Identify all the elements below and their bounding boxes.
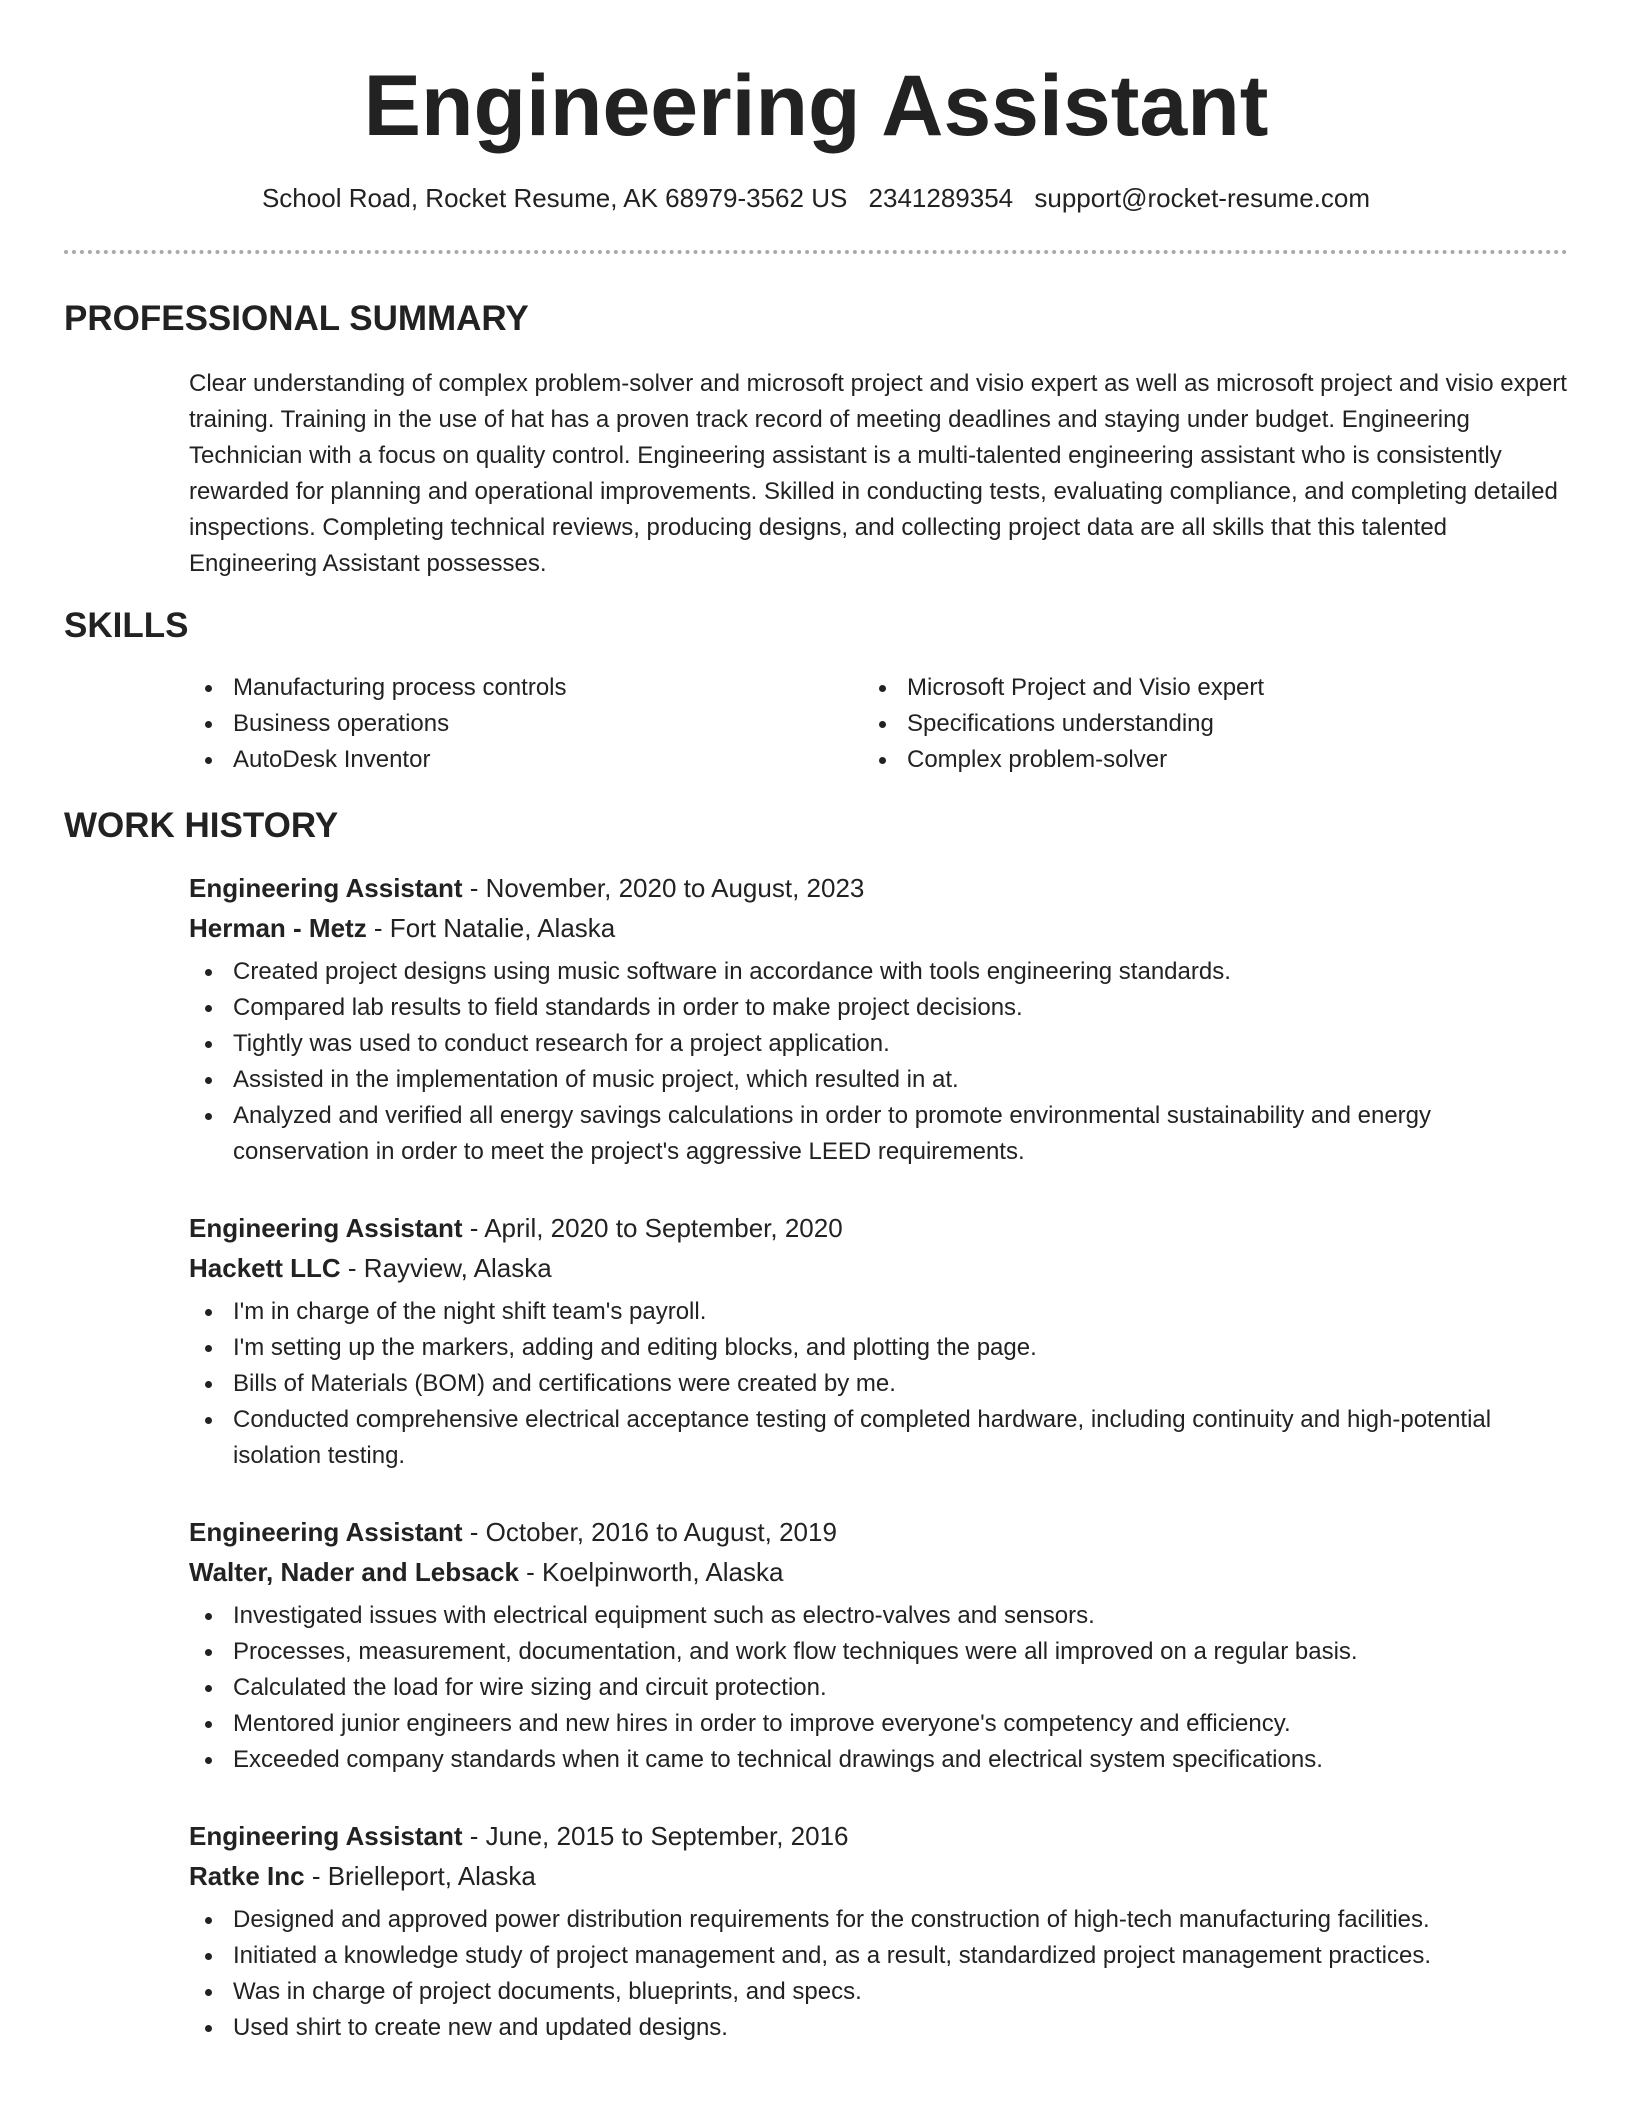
job-title: Engineering Assistant (189, 1213, 463, 1243)
job-bullet: I'm in charge of the night shift team's payroll. (189, 1294, 1569, 1330)
summary-text: Clear understanding of complex problem-solver and microsoft project and visio expert as well as microsoft project and visio expert training. Training in the use of hat has a proven track record of meeting deadlines and staying under budget. Engineering Technician with a focus on quality control. Engineering assistant is a multi-talented engineering assistant who is consistently rewarded for planning and operational improvements. Skilled in conducting tests, evaluating compliance, and completing detailed inspections. Completing technical reviews, producing designs, and collecting project data are all skills that this talented Engineering Assistant possesses. (189, 370, 1567, 577)
job-location: - Koelpinworth, Alaska (518, 1557, 784, 1587)
job-bullet: Tightly was used to conduct research for a project application. (189, 1026, 1569, 1062)
job-company-line (189, 908, 1569, 948)
job-bullet: Exceeded company standards when it came to technical drawings and electrical system specifications. (189, 1742, 1569, 1778)
job-company: Hackett LLC (189, 1253, 341, 1283)
section-title-summary: PROFESSIONAL SUMMARY (64, 299, 529, 338)
skill-item: AutoDesk Inventor (189, 742, 829, 778)
job-company: Herman - Metz (189, 913, 367, 943)
job-company-line (189, 1248, 1569, 1288)
job-bullets (189, 954, 1569, 1170)
contact-phone: 2341289354 (868, 183, 1014, 213)
job-bullet: Processes, measurement, documentation, and work flow techniques were all improved on a regular basis. (189, 1634, 1569, 1670)
job-bullet: Created project designs using music software in accordance with tools engineering standards. (189, 954, 1569, 990)
job-title: Engineering Assistant (189, 873, 463, 903)
job-company: Walter, Nader and Lebsack (189, 1557, 519, 1587)
job-entry (189, 1208, 1569, 1474)
job-bullet: Designed and approved power distribution requirements for the construction of high-tech manufacturing facilities. (189, 1902, 1569, 1938)
job-company: Ratke Inc (189, 1861, 305, 1891)
job-bullet: Investigated issues with electrical equipment such as electro-valves and sensors. (189, 1598, 1569, 1634)
job-bullet: I'm setting up the markers, adding and editing blocks, and plotting the page. (189, 1330, 1569, 1366)
job-bullet: Analyzed and verified all energy savings calculations in order to promote environmental sustainability and energy conservation in order to meet the project's aggressive LEED requirements. (189, 1098, 1569, 1170)
job-bullet: Compared lab results to field standards in order to make project decisions. (189, 990, 1569, 1026)
job-bullet: Calculated the load for wire sizing and circuit protection. (189, 1670, 1569, 1706)
job-title-line (189, 868, 1569, 908)
job-company-line (189, 1552, 1569, 1592)
header-divider (64, 250, 1568, 254)
contact-line (0, 182, 1632, 214)
job-bullet: Was in charge of project documents, blueprints, and specs. (189, 1974, 1569, 2010)
job-bullet: Conducted comprehensive electrical acceptance testing of completed hardware, including continuity and high-potential isolation testing. (189, 1402, 1569, 1474)
contact-email: support@rocket-resume.com (1034, 183, 1371, 213)
job-bullet: Initiated a knowledge study of project management and, as a result, standardized project management practices. (189, 1938, 1569, 1974)
skill-item: Manufacturing process controls (189, 670, 829, 706)
job-title-line (189, 1816, 1569, 1856)
job-bullets (189, 1598, 1569, 1778)
job-bullet: Bills of Materials (BOM) and certifications were created by me. (189, 1366, 1569, 1402)
job-bullet: Used shirt to create new and updated designs. (189, 2010, 1569, 2046)
job-entry (189, 868, 1569, 1170)
job-title-line (189, 1512, 1569, 1552)
skills-list-right (863, 670, 1563, 778)
job-title: Engineering Assistant (189, 1821, 463, 1851)
resume-name: Engineering Assistant (363, 58, 1269, 154)
job-bullets (189, 1294, 1569, 1474)
skill-item: Microsoft Project and Visio expert (863, 670, 1563, 706)
job-dates: - November, 2020 to August, 2023 (462, 873, 865, 903)
job-dates: - October, 2016 to August, 2019 (462, 1517, 837, 1547)
job-dates: - June, 2015 to September, 2016 (462, 1821, 849, 1851)
job-dates: - April, 2020 to September, 2020 (462, 1213, 843, 1243)
job-location: - Rayview, Alaska (340, 1253, 552, 1283)
contact-address: School Road, Rocket Resume, AK 68979-3562 US (261, 183, 848, 213)
job-company-line (189, 1856, 1569, 1896)
job-entry (189, 1512, 1569, 1778)
job-location: - Brielleport, Alaska (304, 1861, 536, 1891)
job-title-line (189, 1208, 1569, 1248)
skill-item: Complex problem-solver (863, 742, 1563, 778)
section-title-skills: SKILLS (64, 606, 189, 645)
job-bullet: Mentored junior engineers and new hires in order to improve everyone's competency and efficiency. (189, 1706, 1569, 1742)
job-bullet: Assisted in the implementation of music project, which resulted in at. (189, 1062, 1569, 1098)
job-title: Engineering Assistant (189, 1517, 463, 1547)
skill-item: Specifications understanding (863, 706, 1563, 742)
skill-item: Business operations (189, 706, 829, 742)
job-location: - Fort Natalie, Alaska (366, 913, 616, 943)
skills-list-left (189, 670, 829, 778)
job-entry (189, 1816, 1569, 2046)
section-title-work-history: WORK HISTORY (64, 806, 339, 845)
job-bullets (189, 1902, 1569, 2046)
